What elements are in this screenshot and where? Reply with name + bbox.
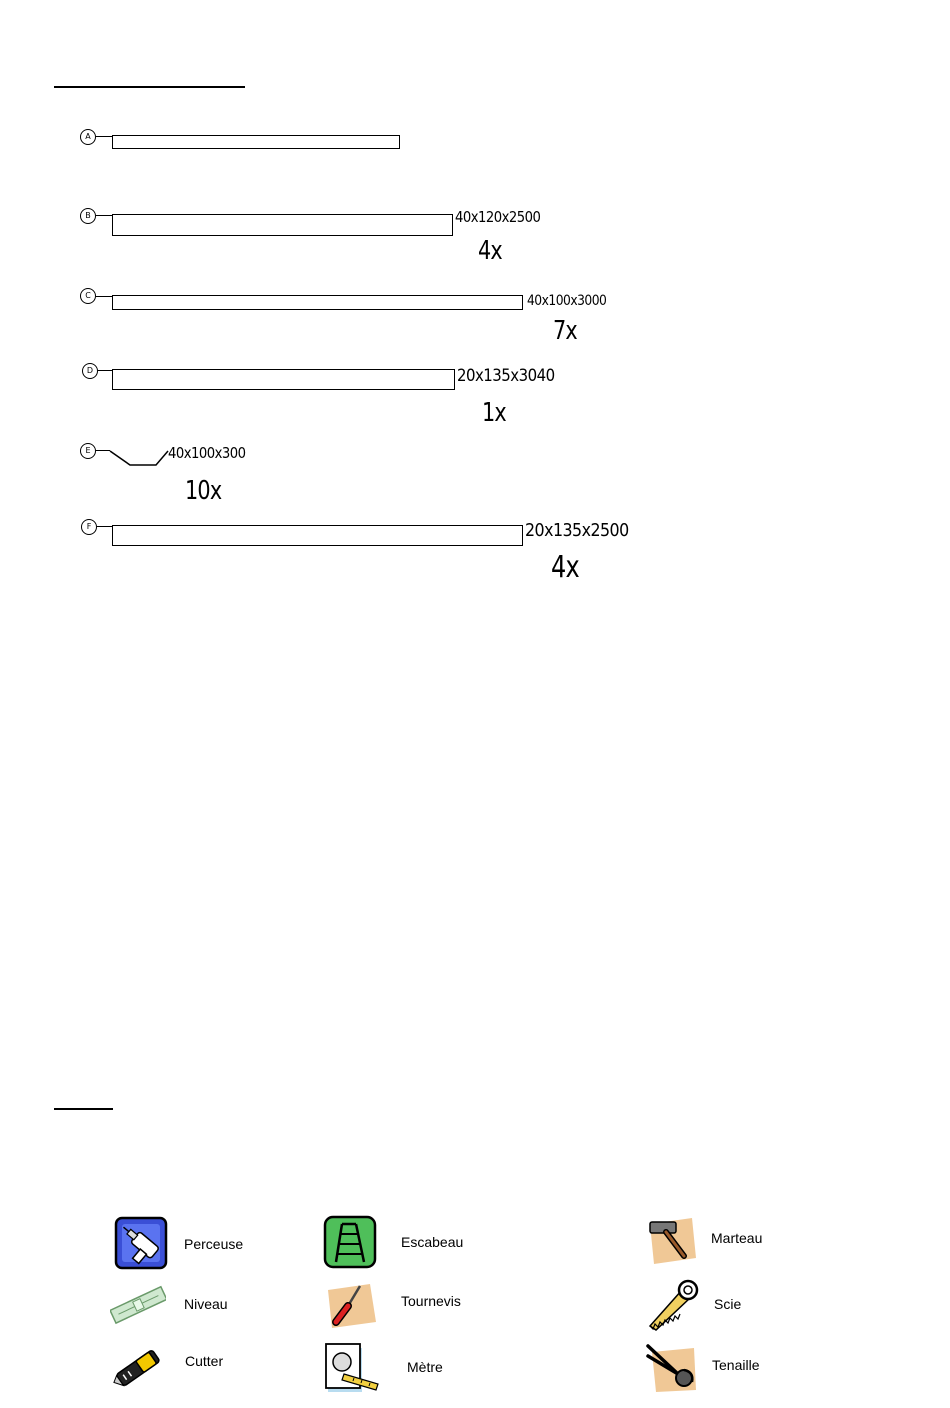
- part-callout: E: [80, 443, 96, 459]
- part-quantity: 7x: [553, 316, 577, 346]
- hammer-icon: [644, 1214, 700, 1270]
- tool-label-tenaille: Tenaille: [712, 1357, 760, 1373]
- part-dimensions: 20x135x2500: [525, 520, 629, 541]
- tool-label-metre: Mètre: [407, 1359, 443, 1375]
- tool-label-perceuse: Perceuse: [184, 1236, 244, 1252]
- saw-icon: [646, 1276, 702, 1332]
- part-callout: F: [81, 519, 97, 535]
- tool-label-marteau: Marteau: [711, 1230, 763, 1246]
- tool-label-scie: Scie: [714, 1296, 742, 1312]
- part-quantity: 4x: [551, 550, 579, 585]
- part-quantity: 1x: [482, 398, 506, 428]
- leader-line: [96, 296, 112, 297]
- plank-drawing: [112, 295, 523, 310]
- plank-drawing: [112, 525, 523, 546]
- part-dimensions: 40x100x3000: [527, 293, 607, 309]
- leader-line: [96, 136, 112, 137]
- part-callout: C: [80, 288, 96, 304]
- tape-measure-icon: [324, 1340, 380, 1396]
- tools-heading-underline: [54, 1108, 113, 1110]
- part-quantity: 4x: [478, 236, 502, 266]
- pincers-icon: [644, 1340, 700, 1396]
- leader-line: [98, 370, 112, 371]
- cutter-icon: [110, 1340, 166, 1396]
- part-dimensions: 20x135x3040: [457, 366, 555, 386]
- part-quantity: 10x: [185, 476, 222, 506]
- part-callout: D: [82, 363, 98, 379]
- level-icon: [110, 1276, 166, 1332]
- tool-label-escabeau: Escabeau: [401, 1234, 464, 1250]
- trapezoid-block-drawing: [108, 447, 170, 469]
- plank-drawing: [112, 369, 455, 390]
- screwdriver-icon: [324, 1276, 380, 1332]
- plank-drawing: [112, 214, 453, 236]
- tool-label-tournevis: Tournevis: [401, 1293, 461, 1309]
- leader-line: [96, 215, 112, 216]
- part-dimensions: 40x100x300: [168, 444, 246, 462]
- parts-heading-underline: [54, 86, 245, 88]
- leader-line: [97, 526, 112, 527]
- tool-label-cutter: Cutter: [185, 1353, 224, 1369]
- tool-label-niveau: Niveau: [184, 1296, 228, 1312]
- plank-drawing: [112, 135, 400, 149]
- part-callout: A: [80, 129, 96, 145]
- part-dimensions: 40x120x2500: [455, 208, 541, 226]
- drill-icon: [114, 1216, 170, 1272]
- part-callout: B: [80, 208, 96, 224]
- ladder-icon: [322, 1214, 378, 1270]
